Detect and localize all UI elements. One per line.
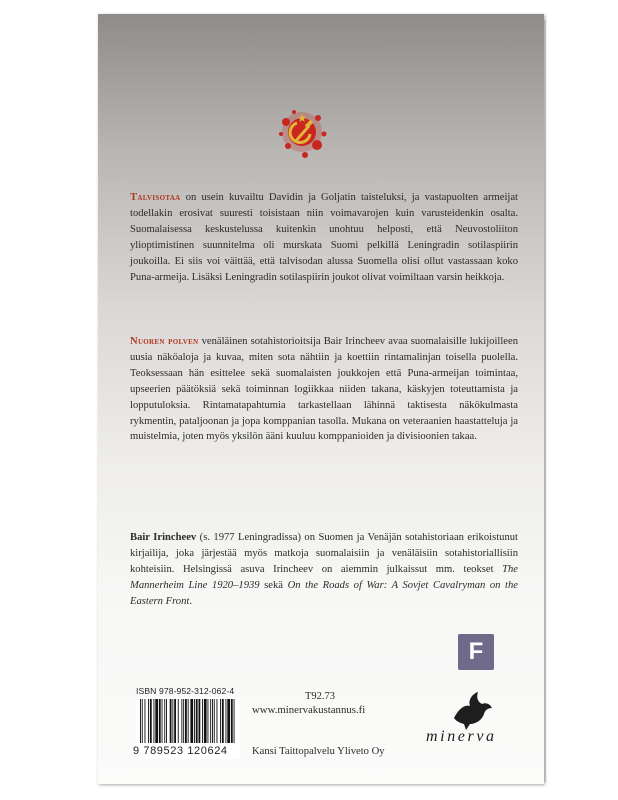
lead-word-talvisotaa: Talvisotaa: [130, 192, 181, 203]
genre-badge: F: [458, 634, 494, 670]
barcode-icon: [140, 699, 236, 743]
paragraph-1-text: on usein kuvailtu Davidin ja Goljatin taisteluksi, ja vastapuolten armeijat todellakin erosivat suuresti toisistaan niin voimavarojen kuin varusteidenkin osalta. Suomalaisessa keskustelussa kuitenkin unohtuu helposti, että Neuvostoliiton ylioptimistinen suunnitelma oli murskata Suomi pelkillä Leningradin sotilaspiirin joukoilla. Ei siis voi väittää, että talvisodan alussa Suomella olisi ollut vastassaan koko Puna-armeija. Lisäksi Leningradin sotilaspiirin joukot olivat voimiltaan varsin heikkoja.: [130, 192, 518, 283]
book-title-2: On the Roads of War: A Sovjet Cavalryman on the Eastern Front: [130, 579, 518, 607]
author-name: Bair Irincheev: [130, 532, 197, 543]
lead-words-nuoren-polven: Nuoren polven: [130, 336, 199, 347]
barcode-number: 9 789523 120624: [133, 745, 228, 757]
description-paragraph-1: [130, 190, 518, 285]
book-title-1: The Mannerheim Line 1920–1939: [130, 563, 518, 591]
isbn-text: ISBN 978-952-312-062-4: [136, 686, 235, 696]
paragraph-2-text: venäläinen sotahistorioitsija Bair Irincheev avaa suomalaisille lukijoilleen uusia näköaloja ja kuvaa, miten sota nähtiin ja koettiin rintamalinjan toisella puolella. Teoksessaan hän esittelee sekä suomalaisten joukkojen että Puna-armeijan toimintaa, upseerien päätöksiä sekä toiminnan logiikkaa niiden takana, käskyjen toteuttamista ja lopputuloksia. Rintamatapahtumia tarkastellaan lähinnä taktisesta näkökulmasta rykmentin, pataljoonan ja jopa komppanian tasolla. Mukana on veteraanien haastatteluja ja muistelmia, joten myös yksilön ääni kuuluu komppanioiden ja divisioonien takaa.: [130, 336, 518, 443]
bird-icon: [448, 690, 496, 732]
classification-code: T92.73: [305, 691, 336, 702]
publisher-website: www.minervakustannus.fi: [252, 704, 366, 716]
author-bio-paragraph: [130, 530, 518, 610]
description-paragraph-2: [130, 334, 518, 445]
bio-text-a: (s. 1977 Leningradissa) on Suomen ja Venäjän sotahistoriaan erikoistunut kirjailija, joka järjestää myös matkoja suomalaisiin ja venäläisiin sotahistoriallisiin kohteisiin. Helsingissä asuva Irincheev on aiemmin julkaissut mm. teokset: [130, 532, 518, 575]
cover-credit: Kansi Taittopalvelu Yliveto Oy: [252, 746, 385, 757]
bio-text-b: sekä: [259, 579, 288, 591]
bio-text-c: .: [189, 595, 192, 607]
publisher-logo: minerva: [426, 728, 497, 745]
hammer-and-sickle-icon: [272, 100, 332, 165]
